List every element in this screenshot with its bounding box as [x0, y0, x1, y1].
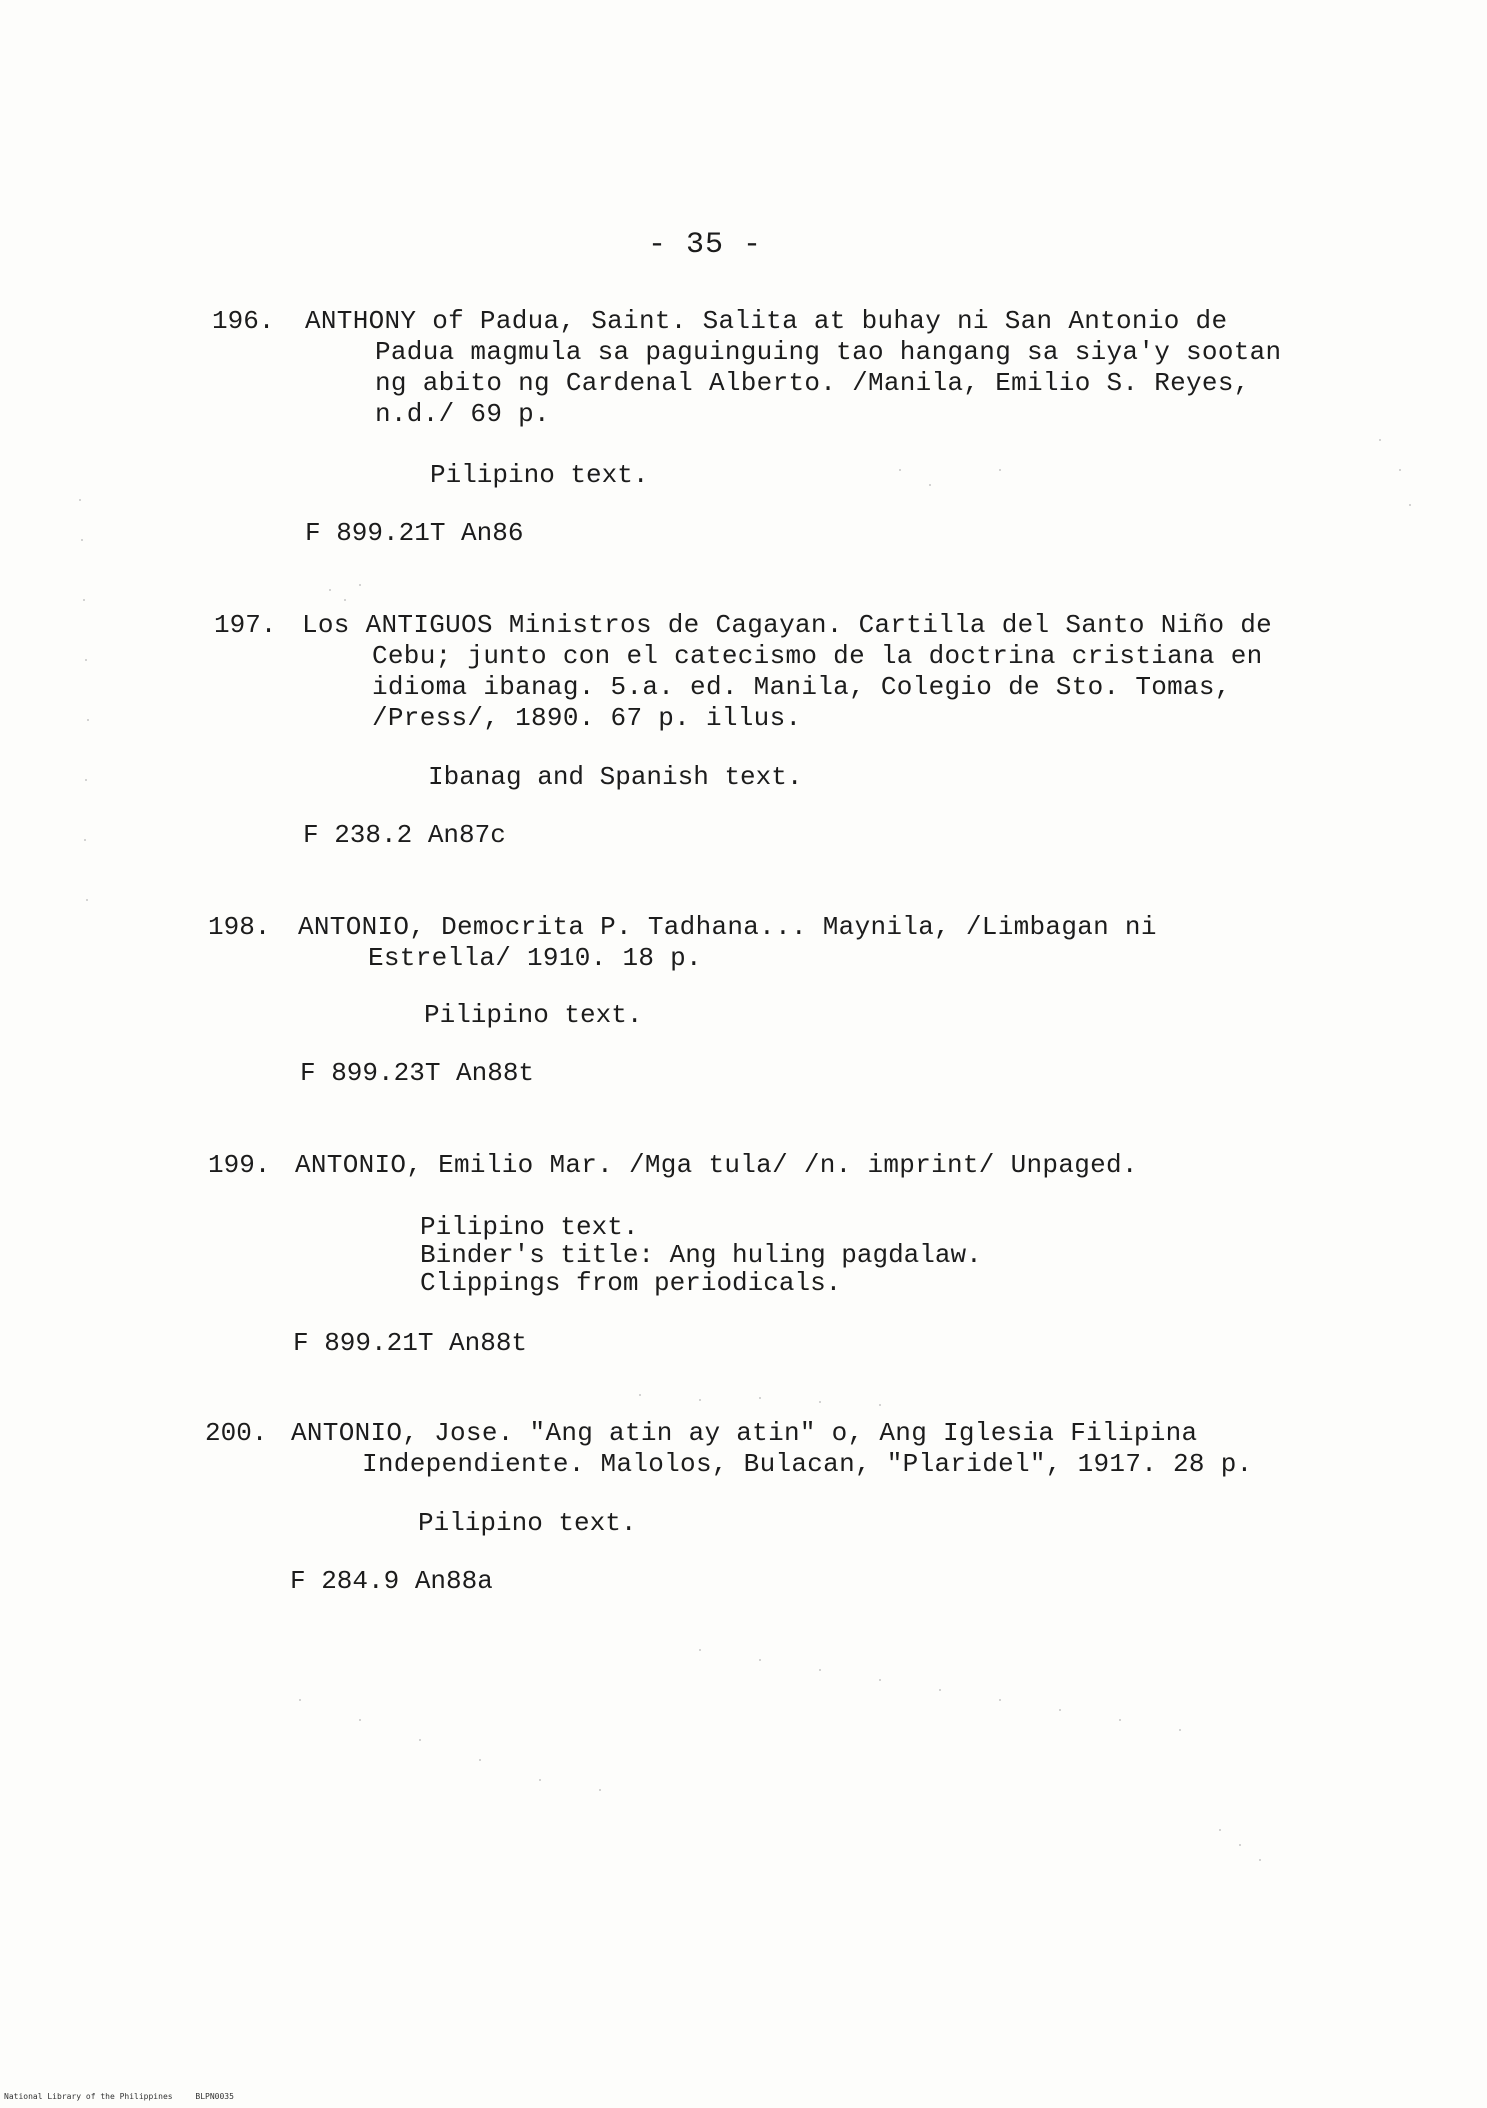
entry-line: ANTONIO, Emilio Mar. /Mga tula/ /n. imprint/ Unpaged.	[295, 1150, 1138, 1180]
entry-note: Pilipino text.	[430, 460, 649, 490]
footer-library: National Library of the Philippines	[4, 2092, 173, 2101]
entry-number: 200.	[205, 1418, 268, 1448]
entry-note: Pilipino text.	[418, 1508, 637, 1538]
entry-note: Clippings from periodicals.	[420, 1268, 842, 1298]
entry-line: n.d./ 69 p.	[375, 399, 550, 429]
entry-note: Pilipino text.	[420, 1212, 639, 1242]
entry-note: Ibanag and Spanish text.	[428, 762, 803, 792]
entry-line: Cebu; junto con el catecismo de la doctrina cristiana en	[372, 641, 1263, 671]
entry-line: Los ANTIGUOS Ministros de Cagayan. Cartilla del Santo Niño de	[302, 610, 1273, 640]
entry-line: ng abito ng Cardenal Alberto. /Manila, Emilio S. Reyes,	[375, 368, 1250, 398]
entry-line: ANTONIO, Democrita P. Tadhana... Maynila, /Limbagan ni	[298, 912, 1157, 942]
entry-note: Pilipino text.	[424, 1000, 643, 1030]
call-number: F 899.21T An86	[305, 518, 524, 548]
entry-line: idioma ibanag. 5.a. ed. Manila, Colegio de Sto. Tomas,	[372, 672, 1231, 702]
entry-line: Padua magmula sa paguinguing tao hangang sa siya'y sootan	[375, 337, 1282, 367]
scan-footer	[4, 2092, 252, 2101]
call-number: F 284.9 An88a	[290, 1566, 493, 1596]
entry-line: /Press/, 1890. 67 p. illus.	[372, 703, 802, 733]
entry-number: 199.	[208, 1150, 271, 1180]
page-number: - 35 -	[648, 228, 763, 262]
entry-line: Estrella/ 1910. 18 p.	[368, 943, 702, 973]
entry-line: ANTONIO, Jose. "Ang atin ay atin" o, Ang Iglesia Filipina	[291, 1418, 1198, 1448]
entry-note: Binder's title: Ang huling pagdalaw.	[420, 1240, 982, 1270]
entry-number: 198.	[208, 912, 271, 942]
entry-line: ANTHONY of Padua, Saint. Salita at buhay ni San Antonio de	[305, 306, 1228, 336]
entry-line: Independiente. Malolos, Bulacan, "Plaridel", 1917. 28 p.	[362, 1449, 1253, 1479]
footer-id: BLPN0035	[195, 2092, 234, 2101]
entry-number: 197.	[214, 610, 277, 640]
call-number: F 238.2 An87c	[303, 820, 506, 850]
entry-number: 196.	[212, 306, 275, 336]
call-number: F 899.23T An88t	[300, 1058, 535, 1088]
call-number: F 899.21T An88t	[293, 1328, 528, 1358]
